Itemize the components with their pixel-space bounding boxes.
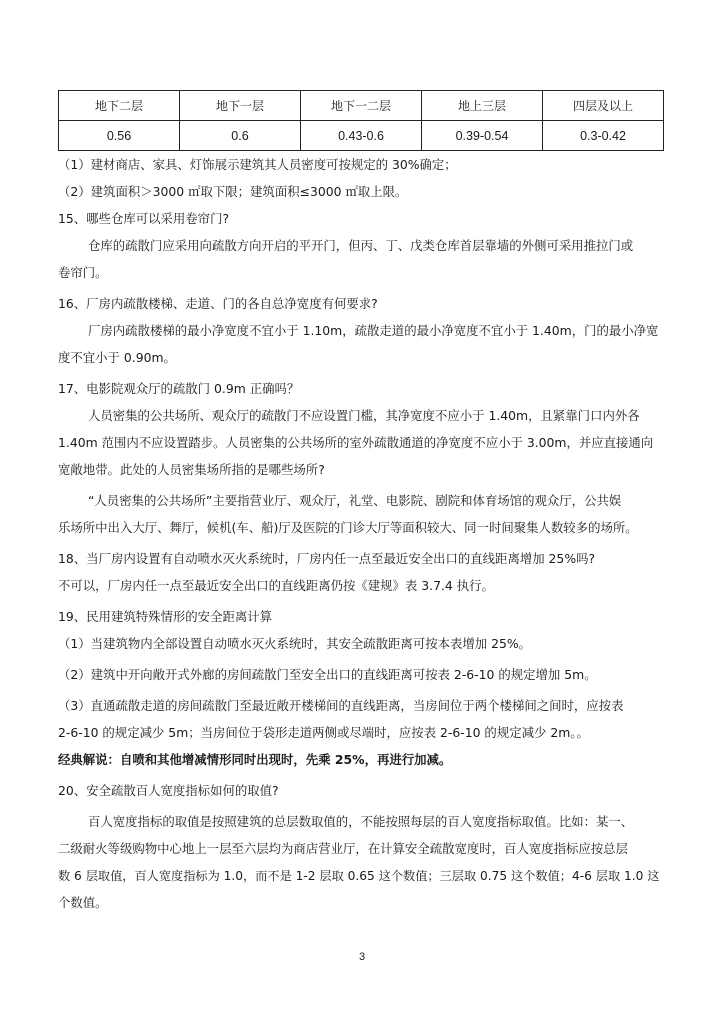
table-header-row	[59, 91, 664, 121]
table-header-cell: 地下二层	[59, 91, 180, 121]
paragraph-line: 度不宜小于 0.90m。	[58, 350, 176, 365]
paragraph-line: （1）当建筑物内全部设置自动喷水灭火系统时，其安全疏散距离可按本表增加 25%。	[58, 636, 532, 651]
table-header-cell: 地下一二层	[301, 91, 422, 121]
question-heading: 18、当厂房内设置有自动喷水灭火系统时，厂房内任一点至最近安全出口的直线距离增加 25%吗?	[58, 551, 596, 566]
paragraph-line: 2-6-10 的规定减少 5m；当房间位于袋形走道两侧或尽端时，应按表 2-6-10 的规定减少 2m。。	[58, 725, 589, 740]
classic-explanation: 经典解说：自喷和其他增减情形同时出现时，先乘 25%，再进行加减。	[58, 752, 452, 767]
question-heading: 15、哪些仓库可以采用卷帘门?	[58, 211, 230, 226]
question-heading: 16、厂房内疏散楼梯、走道、门的各自总净宽度有何要求?	[58, 296, 378, 311]
paragraph-line: （3）直通疏散走道的房间疏散门至最近敞开楼梯间的直线距离，当房间位于两个楼梯间之间时，应按表	[58, 698, 624, 713]
paragraph-line: （2）建筑中开向敞开式外廊的房间疏散门至安全出口的直线距离可按表 2-6-10 的规定增加 5m。	[58, 667, 597, 682]
question-heading: 20、安全疏散百人宽度指标如何的取值?	[58, 783, 279, 798]
table-cell: 0.6	[180, 121, 301, 151]
table-header-cell: 地下一层	[180, 91, 301, 121]
table-cell: 0.3-0.42	[543, 121, 664, 151]
note-line: （2）建筑面积＞3000 ㎡取下限；建筑面积≤3000 ㎡取上限。	[58, 184, 408, 199]
table-cell: 0.56	[59, 121, 180, 151]
density-table	[58, 90, 664, 151]
paragraph-line: 厂房内疏散楼梯的最小净宽度不宜小于 1.10m，疏散走道的最小净宽度不宜小于 1.40m，门的最小净宽	[88, 323, 659, 338]
table-header-cell: 四层及以上	[543, 91, 664, 121]
paragraph-line: 1.40m 范围内不应设置踏步。人员密集的公共场所的室外疏散通道的净宽度不应小于 3.00m，并应直接通向	[58, 435, 654, 450]
question-heading: 19、民用建筑特殊情形的安全距离计算	[58, 609, 273, 624]
paragraph-line: 个数值。	[58, 895, 108, 910]
page-number: 3	[358, 951, 366, 963]
paragraph-line: “人员密集的公共场所”主要指营业厅、观众厅，礼堂、电影院、剧院和体育场馆的观众厅，公共娱	[88, 493, 622, 508]
paragraph-line: 乐场所中出入大厅、舞厅，候机(车、船)厅及医院的门诊大厅等面积较大、同一时间聚集人数较多的场所。	[58, 520, 638, 535]
note-line: （1）建材商店、家具、灯饰展示建筑其人员密度可按规定的 30%确定；	[58, 157, 457, 172]
paragraph-line: 仓库的疏散门应采用向疏散方向开启的平开门，但丙、丁、戊类仓库首层靠墙的外侧可采用推拉门或	[88, 238, 634, 253]
paragraph-line: 人员密集的公共场所、观众厅的疏散门不应设置门槛，其净宽度不应小于 1.40m，且紧靠门口内外各	[88, 408, 640, 423]
question-heading: 17、电影院观众厅的疏散门 0.9m 正确吗？	[58, 381, 300, 396]
table-header-cell: 地上三层	[422, 91, 543, 121]
table-cell: 0.39-0.54	[422, 121, 543, 151]
table-cell: 0.43-0.6	[301, 121, 422, 151]
table-row	[59, 121, 664, 151]
paragraph-line: 数 6 层取值，百人宽度指标为 1.0，而不是 1-2 层取 0.65 这个数值；三层取 0.75 这个数值；4-6 层取 1.0 这	[58, 869, 660, 883]
paragraph-line: 二级耐火等级购物中心地上一层至六层均为商店营业厅，在计算安全疏散宽度时，百人宽度指标应按总层	[58, 841, 628, 856]
paragraph-line: 不可以，厂房内任一点至最近安全出口的直线距离仍按《建规》表 3.7.4 执行。	[58, 578, 494, 593]
paragraph-line: 百人宽度指标的取值是按照建筑的总层数取值的，不能按照每层的百人宽度指标取值。比如：某一、	[88, 814, 634, 829]
paragraph-line: 卷帘门。	[58, 265, 108, 280]
paragraph-line: 宽敞地带。此处的人员密集场所指的是哪些场所?	[58, 462, 325, 477]
